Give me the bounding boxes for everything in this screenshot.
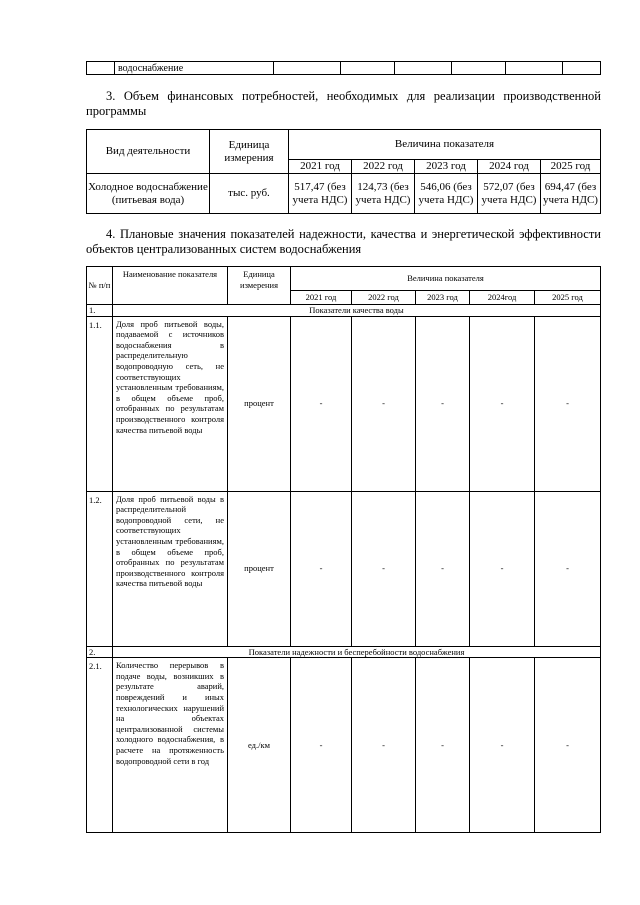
row-name: Количество перерывов в подаче воды, возникших в результате аварий, повреждений и иных технологических нарушений на объектах централизованной системы холодного водоснабжения, в расчете на протяженность водопроводной сети в год <box>113 658 228 833</box>
year-cell: 2021 год <box>291 291 352 305</box>
row-value: - <box>470 491 535 646</box>
col-name: Наименование показателя <box>113 267 228 305</box>
year-cell: 2022 год <box>352 291 416 305</box>
row-unit: процент <box>228 491 291 646</box>
activity-cell: Холодное водоснабжение (питьевая вода) <box>87 174 210 214</box>
row-unit: процент <box>228 316 291 491</box>
group-num: 2. <box>87 646 113 658</box>
value-cell: 124,73 (без учета НДС) <box>352 174 415 214</box>
col-value: Величина показателя <box>291 267 601 291</box>
group-num: 1. <box>87 305 113 317</box>
col-unit: Единица измерения <box>228 267 291 305</box>
row-value: - <box>291 658 352 833</box>
col-activity: Вид деятельности <box>87 130 210 174</box>
row-unit: ед./км <box>228 658 291 833</box>
row-value: - <box>535 491 601 646</box>
row-num: 2.1. <box>87 658 113 833</box>
empty-cell <box>87 62 115 75</box>
row-value: - <box>535 658 601 833</box>
col-value: Величина показателя <box>289 130 601 160</box>
group-title: Показатели надежности и бесперебойности водоснабжения <box>113 646 601 658</box>
row-value: - <box>291 491 352 646</box>
row-value: - <box>352 316 416 491</box>
year-cell: 2025 год <box>541 160 601 174</box>
row-value: - <box>416 491 470 646</box>
col-num: № п/п <box>87 267 113 305</box>
year-cell: 2023 год <box>416 291 470 305</box>
year-cell: 2021 год <box>289 160 352 174</box>
row-value: - <box>470 316 535 491</box>
row-value: - <box>416 316 470 491</box>
financial-needs-table <box>86 129 601 214</box>
section4-heading: 4. Плановые значения показателей надежности, качества и энергетической эффективности объектов централизованных систем водоснабжения <box>86 227 601 256</box>
row-value: - <box>352 658 416 833</box>
value-cell: 694,47 (без учета НДС) <box>541 174 601 214</box>
group-title: Показатели качества воды <box>113 305 601 317</box>
year-cell: 2022 год <box>352 160 415 174</box>
row-num: 1.1. <box>87 316 113 491</box>
row-value: - <box>291 316 352 491</box>
row-name: Доля проб питьевой воды в распределительной водопроводной сети, не соответствующих установленным требованиям, в общем объеме проб, отобранных по результатам производственного контроля качества питьевой воды <box>113 491 228 646</box>
value-cell: 572,07 (без учета НДС) <box>478 174 541 214</box>
row-value: - <box>470 658 535 833</box>
section3-heading: 3. Объем финансовых потребностей, необходимых для реализации производственной программы <box>86 89 601 118</box>
row-value: - <box>535 316 601 491</box>
row-value: - <box>416 658 470 833</box>
fragment-text-cell: водоснабжение <box>115 62 274 75</box>
value-cell: 546,06 (без учета НДС) <box>415 174 478 214</box>
year-cell: 2023 год <box>415 160 478 174</box>
row-name: Доля проб питьевой воды, подаваемой с источников водоснабжения в распределительную водопроводную сеть, не соответствующих установленным требованиям, в общем объеме проб, отобранных по результатам производственного контроля качества питьевой воды <box>113 316 228 491</box>
indicators-table <box>86 266 601 833</box>
year-cell: 2024 год <box>478 160 541 174</box>
row-value: - <box>352 491 416 646</box>
year-cell: 2025 год <box>535 291 601 305</box>
row-num: 1.2. <box>87 491 113 646</box>
col-unit: Единица измерения <box>210 130 289 174</box>
year-cell: 2024год <box>470 291 535 305</box>
previous-table-fragment <box>86 61 601 75</box>
value-cell: 517,47 (без учета НДС) <box>289 174 352 214</box>
unit-cell: тыс. руб. <box>210 174 289 214</box>
